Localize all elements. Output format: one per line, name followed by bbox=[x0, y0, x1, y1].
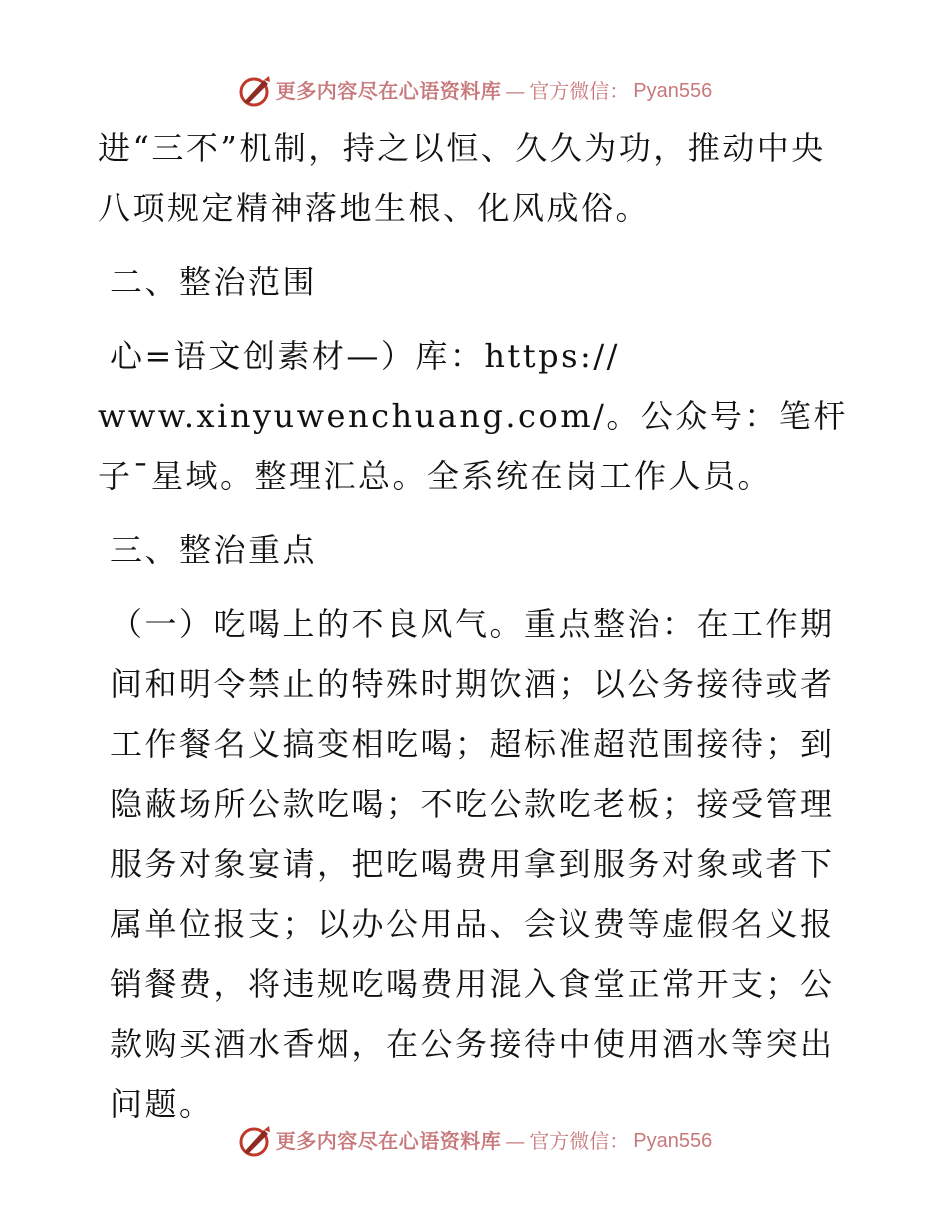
header-dash: — bbox=[505, 79, 526, 103]
paragraph-scope-rest: www.xinyuwenchuang.com/。公众号：笔杆子¯星域。整理汇总。全系统在岗工作人员。 bbox=[98, 397, 848, 495]
pen-logo-icon bbox=[238, 1124, 272, 1158]
footer-brand-text: 更多内容尽在心语资料库 bbox=[275, 1129, 502, 1153]
paragraph-focus-dining: （一）吃喝上的不良风气。重点整治：在工作期间和明令禁止的特殊时期饮酒；以公务接待或者工作餐名义搞变相吃喝；超标准超范围接待；到隐蔽场所公款吃喝；不吃公款吃老板；接受管理服务对象宴请，把吃喝费用拿到服务对象或者下属单位报支；以办公用品、会议费等虚假名义报销餐费，将违规吃喝费用混入食堂正常开支；公款购买酒水香烟，在公务接待中使用酒水等突出问题。 bbox=[110, 605, 835, 1123]
footer-watermark bbox=[0, 1124, 950, 1158]
paragraph-intro: 进“三不”机制，持之以恒、久久为功，推动中央八项规定精神落地生根、化风成俗。 bbox=[98, 129, 826, 227]
header-wechat-id: Pyan556 bbox=[633, 80, 713, 102]
pen-logo-icon bbox=[238, 74, 272, 108]
paragraph-scope-line1: 心=语文创素材—）库：https:// bbox=[110, 337, 620, 375]
footer-wechat-id: Pyan556 bbox=[633, 1130, 713, 1152]
header-wechat-label: 官方微信： bbox=[529, 79, 630, 103]
section-heading-scope: 二、整治范围 bbox=[110, 263, 318, 301]
header-brand-text: 更多内容尽在心语资料库 bbox=[275, 79, 502, 103]
footer-dash: — bbox=[505, 1129, 526, 1153]
document-body bbox=[98, 118, 850, 1134]
footer-wechat-label: 官方微信： bbox=[529, 1129, 630, 1153]
section-heading-focus: 三、整治重点 bbox=[110, 531, 318, 569]
header-watermark bbox=[0, 74, 950, 108]
